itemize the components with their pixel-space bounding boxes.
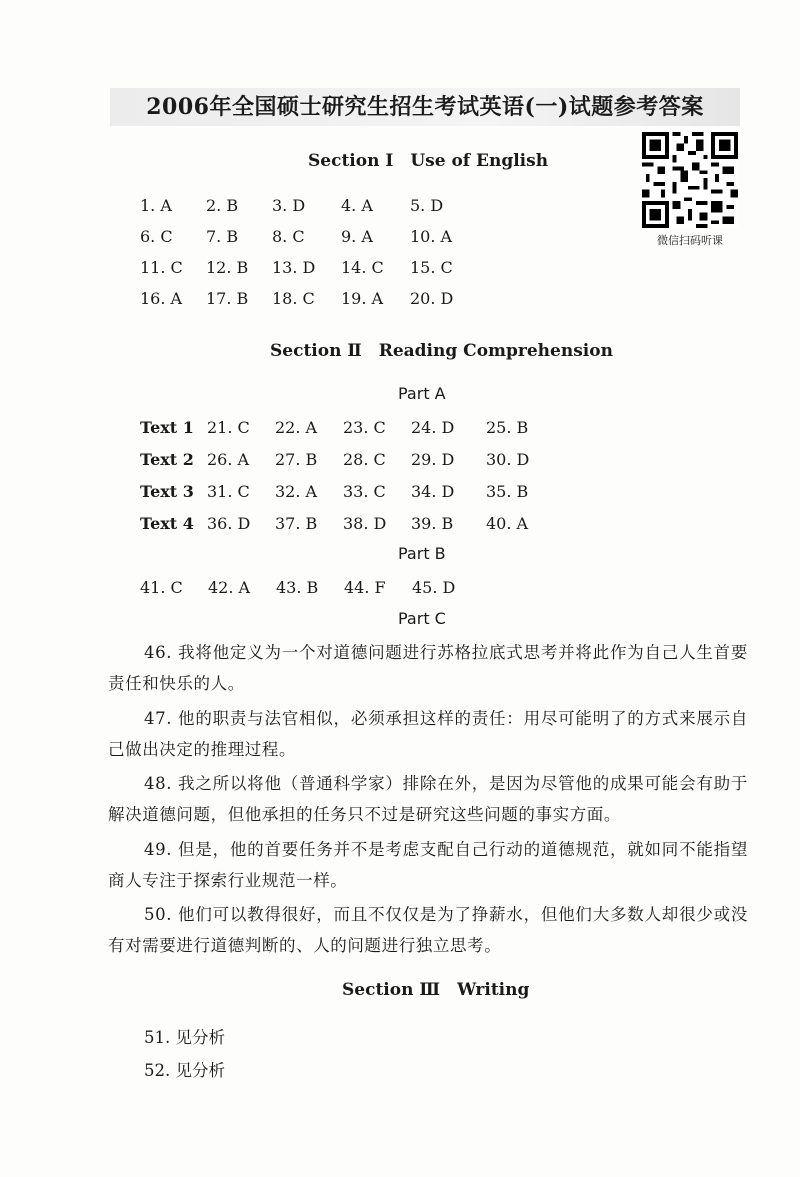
answer: 27. B xyxy=(275,450,318,469)
answer: 42. A xyxy=(208,578,251,597)
answer: 20. D xyxy=(410,289,454,308)
answer: 14. C xyxy=(341,258,384,277)
writing-item-51: 51. 见分析 xyxy=(144,1028,225,1047)
translation-47: 47. 他的职责与法官相似，必须承担这样的责任：用尽可能明了的方式来展示自己做出决定的推理过程。 xyxy=(108,709,748,759)
answer: 10. A xyxy=(410,227,453,246)
answer: 45. D xyxy=(412,578,456,597)
writing-item-52: 52. 见分析 xyxy=(144,1061,225,1080)
part-c-heading: Part C xyxy=(398,609,446,628)
text-label: Text 3 xyxy=(140,482,194,501)
answer: 7. B xyxy=(206,227,239,246)
answer: 2. B xyxy=(206,196,239,215)
text-label: Text 2 xyxy=(140,450,194,469)
part-b-heading: Part B xyxy=(398,544,446,563)
answer: 23. C xyxy=(343,418,386,437)
translation-46: 46. 我将他定义为一个对道德问题进行苏格拉底式思考并将此作为自己人生首要责任和快乐的人。 xyxy=(108,643,748,693)
answer: 3. D xyxy=(272,196,306,215)
answer: 26. A xyxy=(207,450,250,469)
answer: 4. A xyxy=(341,196,373,215)
part-a-heading: Part A xyxy=(398,384,446,403)
answer: 31. C xyxy=(207,482,250,501)
answer: 12. B xyxy=(206,258,249,277)
answer: 24. D xyxy=(411,418,455,437)
answer: 8. C xyxy=(272,227,305,246)
answer: 39. B xyxy=(411,514,454,533)
section-3-heading: Section Ⅲ Writing xyxy=(342,980,530,1000)
section-2-heading: Section Ⅱ Reading Comprehension xyxy=(270,341,613,361)
qr-caption: 微信扫码听课 xyxy=(657,234,723,247)
translation-48: 48. 我之所以将他（普通科学家）排除在外，是因为尽管他的成果可能会有助于解决道德问题，但他承担的任务只不过是研究这些问题的事实方面。 xyxy=(108,774,748,824)
answer: 19. A xyxy=(341,289,384,308)
section-1-heading: Section Ⅰ Use of English xyxy=(308,151,549,171)
answer: 34. D xyxy=(411,482,455,501)
answer: 37. B xyxy=(275,514,318,533)
answer: 21. C xyxy=(207,418,250,437)
answer: 5. D xyxy=(410,196,444,215)
answer: 11. C xyxy=(140,258,183,277)
answer: 38. D xyxy=(343,514,387,533)
answer: 41. C xyxy=(140,578,183,597)
answer: 32. A xyxy=(275,482,318,501)
answer: 16. A xyxy=(140,289,183,308)
answer: 35. B xyxy=(486,482,529,501)
answer: 17. B xyxy=(206,289,249,308)
text-label: Text 1 xyxy=(140,418,194,437)
answer: 36. D xyxy=(207,514,251,533)
translation-49: 49. 但是，他的首要任务并不是考虑支配自己行动的道德规范，就如同不能指望商人专注于探索行业规范一样。 xyxy=(108,840,748,890)
answer: 29. D xyxy=(411,450,455,469)
answer: 18. C xyxy=(272,289,315,308)
answer: 22. A xyxy=(275,418,318,437)
answer: 6. C xyxy=(140,227,173,246)
answer: 44. F xyxy=(344,578,386,597)
answer: 30. D xyxy=(486,450,530,469)
answer: 9. A xyxy=(341,227,373,246)
answer: 13. D xyxy=(272,258,316,277)
answer: 25. B xyxy=(486,418,529,437)
answer: 15. C xyxy=(410,258,453,277)
qr-code-icon[interactable] xyxy=(642,132,738,228)
answer: 33. C xyxy=(343,482,386,501)
translation-50: 50. 他们可以教得很好，而且不仅仅是为了挣薪水，但他们大多数人却很少或没有对需要进行道德判断的、人的问题进行独立思考。 xyxy=(108,905,748,955)
answer: 40. A xyxy=(486,514,529,533)
answer: 28. C xyxy=(343,450,386,469)
answer: 43. B xyxy=(276,578,319,597)
answer: 1. A xyxy=(140,196,172,215)
text-label: Text 4 xyxy=(140,514,194,533)
page-title: 2006年全国硕士研究生招生考试英语(一)试题参考答案 xyxy=(110,88,740,126)
